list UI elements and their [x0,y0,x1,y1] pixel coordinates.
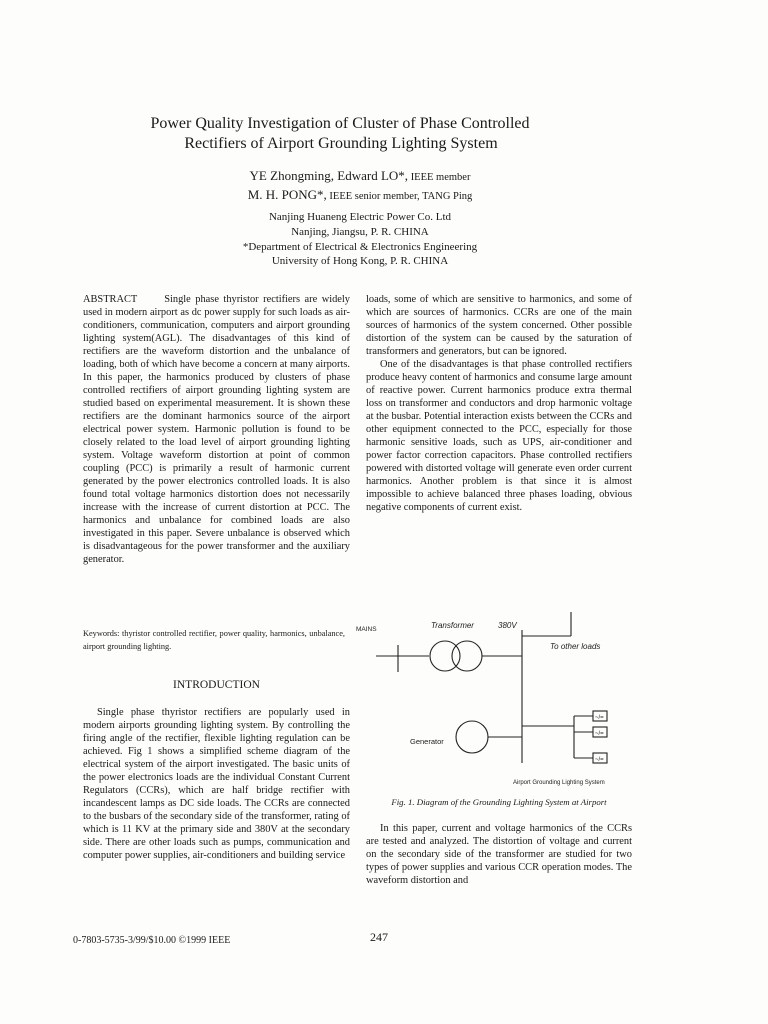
introduction-paragraph: Single phase thyristor rectifiers are popularly used in modern airports grounding lighting system. By controlling the firing angle of the rectifier, flexible lighting regulation can be achieved. Fig 1 shows a simplified scheme diagram of the electrical system of the airport investigated. The basic units of the power electronics loads are the individual Constant Current Regulators (CCRs), which are half bridge rectifier with incandescent lamps as DC side loads. The CCRs are connected to the busbars of the secondary side of the transformer, rating of which is 11 KV at the primary side and 380V at the secondary side. There are other loads such as pumps, communication and computer power supplies, air-conditioners and building service [83,707,350,861]
label-agl: Airport Grounding Lighting System [513,780,605,786]
label-transformer: Transformer [431,621,474,630]
author-affiliation-2: IEEE senior member, TANG Ping [326,191,473,202]
author-names-1: YE Zhongming, Edward LO*, [249,168,409,183]
affiliation-line-2: Nanjing, Jiangsu, P. R. CHINA [291,225,429,238]
svg-text:~/=: ~/= [595,757,604,763]
author-names-2: M. H. PONG*, [247,187,327,202]
transformer-coil-primary [430,641,460,671]
author-block [150,167,570,205]
svg-text:~/=: ~/= [595,715,604,721]
copyright-line: 0-7803-5735-3/99/$10.00 ©1999 IEEE [73,935,231,946]
affiliation-block [150,210,570,269]
right-paragraph-3: In this paper, current and voltage harmonics of the CCRs are tested and analyzed. The distortion of voltage and current on the secondary side of the transformer are studied for two types of power supplies and various CCR operation modes. The waveform distortion and [366,823,632,886]
author-line-2 [150,186,570,205]
section-heading-introduction: INTRODUCTION [173,679,260,691]
title-line-2: Rectifiers of Airport Grounding Lighting System [184,135,498,152]
label-generator: Generator [410,737,444,746]
generator-circle [456,721,488,753]
page-number: 247 [370,930,388,944]
label-mains: MAINS [356,626,377,633]
paper-title [100,114,580,154]
author-affiliation-1: IEEE member [408,172,471,183]
title-line-1: Power Quality Investigation of Cluster of Phase Controlled [150,115,530,132]
affiliation-line-1: Nanjing Huaneng Electric Power Co. Ltd [268,211,452,223]
right-paragraph-2: One of the disadvantages is that phase controlled rectifiers produce heavy content of harmonics and consume large amount of reactive power. Current harmonics produce extra thermal loss on transformer and conductors and drop harmonic voltage at the busbar. Potential interaction exists between the CCRs and other equipment connected to the PCC, especially for those harmonic sensitive loads, such as UPS, air-conditioner and power factor correction capacitors. Phase controlled rectifiers powered with distorted voltage will generate even order current harmonics. Another problem is that since it is almost impossible to achieve balanced three phases loading, obvious negative components of current exist. [366,359,632,513]
right-column-bottom [366,822,632,887]
right-paragraph-1: loads, some of which are sensitive to harmonics, and some of which are sources of harmonics. CCRs are one of the main sources of harmonics of the system concerned. Other possible distortion of the system can be caused by the saturation of transformers and generators, but can be ignored. [366,294,632,357]
label-other-loads: To other loads [550,642,601,651]
keywords: Keywords: thyristor controlled rectifier, power quality, harmonics, unbalance, airport grounding lighting. [83,629,345,651]
abstract-text: Single phase thyristor rectifiers are widely used in modern airport as dc power supply for such loads as air-conditioners, communication, computers and airport grounding lighting system(AGL). The disadvantages of this kind of rectifiers are the waveform distortion and the unbalance of loading, both of which have become a concern at many airports. In this paper, the harmonics produced by clusters of phase controlled rectifiers of airport grounding lighting system are studied based on experimental measurement. It is shown these rectifiers are the dominant harmonics source of the airport electrical power system. Harmonic pollution is found to be closely related to the load level of airport grounding lighting system. Voltage waveform distortion at point of common coupling (PCC) is primarily a result of harmonic current generated by the power electronics controlled loads. It is also found total voltage harmonics distortion does not necessarily increase with the increase of current distortion at PCC. The harmonics and unbalance for combined loads are also investigated in this paper. Severe unbalance is observed which is disadvantageous for the power transformer and the auxiliary generator. [83,294,350,565]
affiliation-line-4: University of Hong Kong, P. R. CHINA [271,255,449,268]
figure-caption: Fig. 1. Diagram of the Grounding Lighting System at Airport [391,797,607,807]
electrical-diagram [346,608,646,793]
svg-text:~/=: ~/= [595,731,604,737]
author-line-1 [150,167,570,186]
abstract-label: ABSTRACT [83,294,138,305]
label-380v: 380V [498,621,517,630]
affiliation-line-3: *Department of Electrical & Electronics Engineering [242,240,478,253]
introduction-body [83,706,350,862]
right-column-top [366,293,632,514]
abstract-paragraph [83,293,350,566]
abstract [83,293,350,566]
figure-1 [346,608,646,818]
transformer-coil-secondary [452,641,482,671]
